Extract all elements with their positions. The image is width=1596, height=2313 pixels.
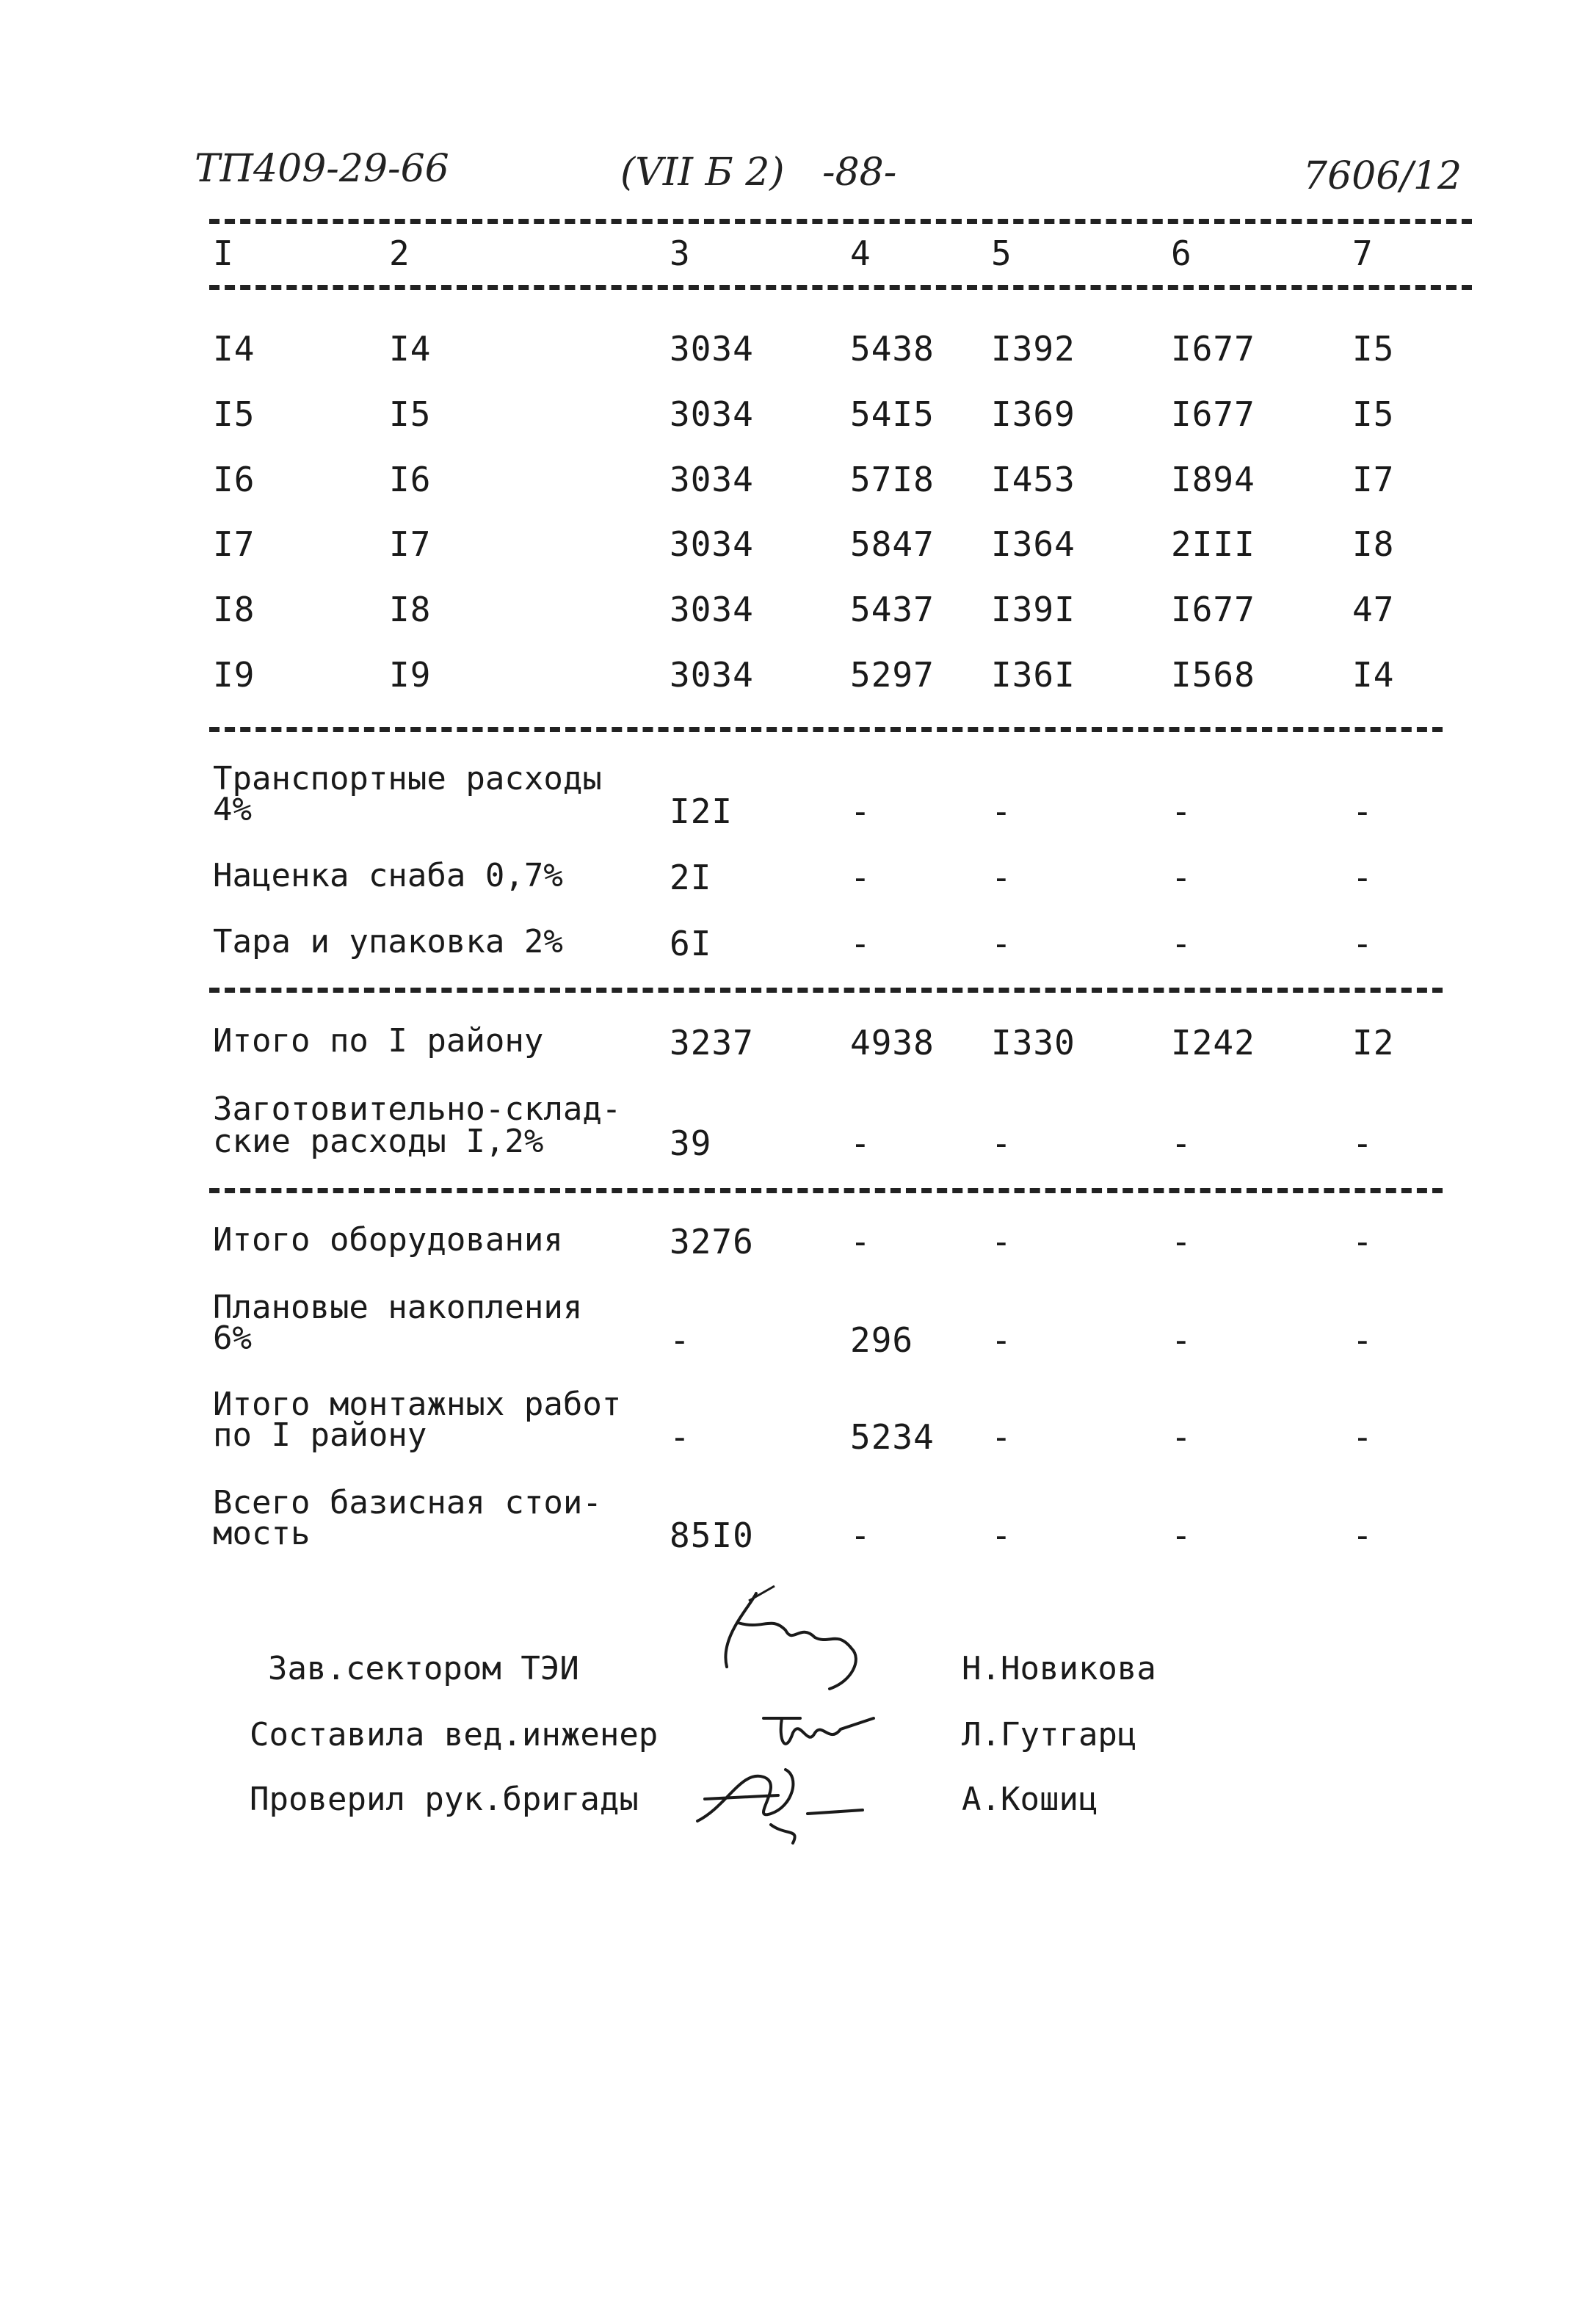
summary-cell: -	[1171, 1516, 1191, 1555]
table-cell: I5	[1352, 329, 1395, 369]
summary-label: Итого по I району	[213, 1022, 544, 1060]
table-cell: I453	[991, 460, 1076, 499]
signature-name: Н.Новикова	[962, 1650, 1156, 1687]
summary-label: Транспортные расходы	[213, 760, 602, 797]
table-cell: I7	[1352, 460, 1395, 499]
column-header: 3	[670, 234, 691, 273]
header-separator-bottom	[209, 285, 1472, 290]
summary-cell: -	[991, 1516, 1012, 1555]
table-cell: I677	[1171, 590, 1255, 629]
summary-cell: -	[1352, 1222, 1373, 1262]
document-code: ТП409-29-66	[195, 147, 449, 191]
summary-cell: -	[1352, 858, 1373, 897]
summary-cell: I330	[991, 1023, 1076, 1063]
page-number: -88-	[822, 151, 897, 195]
table-cell: I9	[389, 655, 432, 695]
table-cell: I369	[991, 394, 1076, 434]
summary-label: Всего базисная стои-	[213, 1484, 602, 1521]
summary-cell: -	[991, 1417, 1012, 1457]
rows-separator	[209, 727, 1443, 732]
summary-label: по I району	[213, 1416, 427, 1454]
column-header: 7	[1352, 234, 1374, 273]
table-cell: 54I5	[850, 394, 935, 434]
table-cell: I7	[389, 524, 432, 564]
table-cell: I9	[213, 655, 255, 695]
table-cell: I677	[1171, 329, 1255, 369]
table-cell: I364	[991, 524, 1076, 564]
summary-cell: 85I0	[670, 1516, 754, 1555]
table-cell: I8	[389, 590, 432, 629]
summary-label: 6%	[213, 1320, 252, 1357]
column-header: 2	[389, 234, 410, 273]
summary-cell: -	[850, 1516, 871, 1555]
summary-cell: I2	[1352, 1023, 1395, 1063]
summary-cell: -	[850, 1123, 871, 1163]
column-header: 4	[850, 234, 871, 273]
table-cell: I568	[1171, 655, 1255, 695]
summary-cell: 3276	[670, 1222, 754, 1262]
summary-cell: -	[1352, 792, 1373, 831]
column-header: 5	[991, 234, 1012, 273]
summary-label: Итого монтажных работ	[213, 1386, 622, 1423]
summary-cell: -	[670, 1320, 690, 1360]
table-cell: 3034	[670, 394, 754, 434]
header-separator-top	[209, 219, 1472, 224]
summary-cell: -	[1171, 1320, 1191, 1360]
summary-cell: -	[991, 1222, 1012, 1262]
summary-cell: -	[991, 1320, 1012, 1360]
summary-cell: 39	[670, 1123, 712, 1163]
table-cell: 3034	[670, 590, 754, 629]
summary-cell: -	[1171, 924, 1191, 963]
summary-cell: -	[1171, 858, 1191, 897]
equipment-separator	[209, 1188, 1443, 1193]
table-cell: I39I	[991, 590, 1076, 629]
table-cell: I5	[213, 394, 255, 434]
summary-cell: 2I	[670, 858, 712, 897]
table-cell: I8	[1352, 524, 1395, 564]
table-cell: 57I8	[850, 460, 935, 499]
table-cell: 3034	[670, 329, 754, 369]
table-cell: I4	[213, 329, 255, 369]
summary-cell: -	[1171, 1222, 1191, 1262]
summary-cell: I2I	[670, 792, 733, 831]
table-cell: I8	[213, 590, 255, 629]
summary-label: 4%	[213, 791, 252, 828]
table-cell: 3034	[670, 655, 754, 695]
subtotal-separator	[209, 988, 1443, 993]
table-cell: 3034	[670, 524, 754, 564]
column-header: 6	[1171, 234, 1192, 273]
summary-label: Плановые накопления	[213, 1289, 583, 1326]
table-cell: I4	[1352, 655, 1395, 695]
summary-label: Итого оборудования	[213, 1221, 563, 1259]
table-cell: 5438	[850, 329, 935, 369]
summary-cell: -	[850, 924, 871, 963]
summary-cell: -	[1352, 1123, 1373, 1163]
summary-cell: -	[670, 1417, 690, 1457]
summary-cell: -	[850, 792, 871, 831]
summary-label: мость	[213, 1515, 311, 1552]
table-cell: 47	[1352, 590, 1395, 629]
summary-cell: -	[1352, 1417, 1373, 1457]
summary-cell: -	[1171, 1123, 1191, 1163]
sheet-reference: 7606/12	[1303, 154, 1462, 198]
handwritten-signature-1	[705, 1579, 881, 1704]
signature-name: Л.Гутгарц	[962, 1716, 1137, 1753]
summary-cell: -	[850, 1222, 871, 1262]
table-cell: I6	[389, 460, 432, 499]
summary-cell: 6I	[670, 924, 712, 963]
summary-cell: -	[1352, 1320, 1373, 1360]
signature-name: А.Кошиц	[962, 1781, 1098, 1818]
summary-cell: -	[991, 1123, 1012, 1163]
summary-label: Наценка снаба 0,7%	[213, 857, 563, 894]
table-cell: I6	[213, 460, 255, 499]
summary-cell: 3237	[670, 1023, 754, 1063]
summary-label: Заготовительно-склад-	[213, 1090, 622, 1128]
table-cell: I36I	[991, 655, 1076, 695]
table-cell: I392	[991, 329, 1076, 369]
table-cell: I5	[389, 394, 432, 434]
section-code: (VII Б 2)	[620, 151, 785, 195]
summary-cell: I242	[1171, 1023, 1255, 1063]
table-cell: I4	[389, 329, 432, 369]
summary-label: ские расходы I,2%	[213, 1123, 544, 1160]
summary-label: Тара и упаковка 2%	[213, 923, 563, 960]
table-cell: 5847	[850, 524, 935, 564]
table-cell: I7	[213, 524, 255, 564]
summary-cell: 296	[850, 1320, 914, 1360]
summary-cell: -	[991, 858, 1012, 897]
summary-cell: -	[850, 858, 871, 897]
summary-cell: -	[1171, 792, 1191, 831]
table-cell: I894	[1171, 460, 1255, 499]
table-cell: 2III	[1171, 524, 1255, 564]
signature-role: Зав.сектором ТЭИ	[268, 1650, 579, 1687]
column-header: I	[213, 234, 234, 273]
summary-cell: 4938	[850, 1023, 935, 1063]
table-cell: 5437	[850, 590, 935, 629]
summary-cell: 5234	[850, 1417, 935, 1457]
signature-role: Проверил рук.бригады	[250, 1781, 639, 1818]
table-cell: 5297	[850, 655, 935, 695]
summary-cell: -	[1352, 924, 1373, 963]
signature-role: Составила вед.инженер	[250, 1716, 659, 1753]
handwritten-signature-3	[683, 1755, 874, 1850]
table-cell: 3034	[670, 460, 754, 499]
summary-cell: -	[1171, 1417, 1191, 1457]
summary-cell: -	[991, 924, 1012, 963]
summary-cell: -	[1352, 1516, 1373, 1555]
summary-cell: -	[991, 792, 1012, 831]
table-cell: I677	[1171, 394, 1255, 434]
table-cell: I5	[1352, 394, 1395, 434]
